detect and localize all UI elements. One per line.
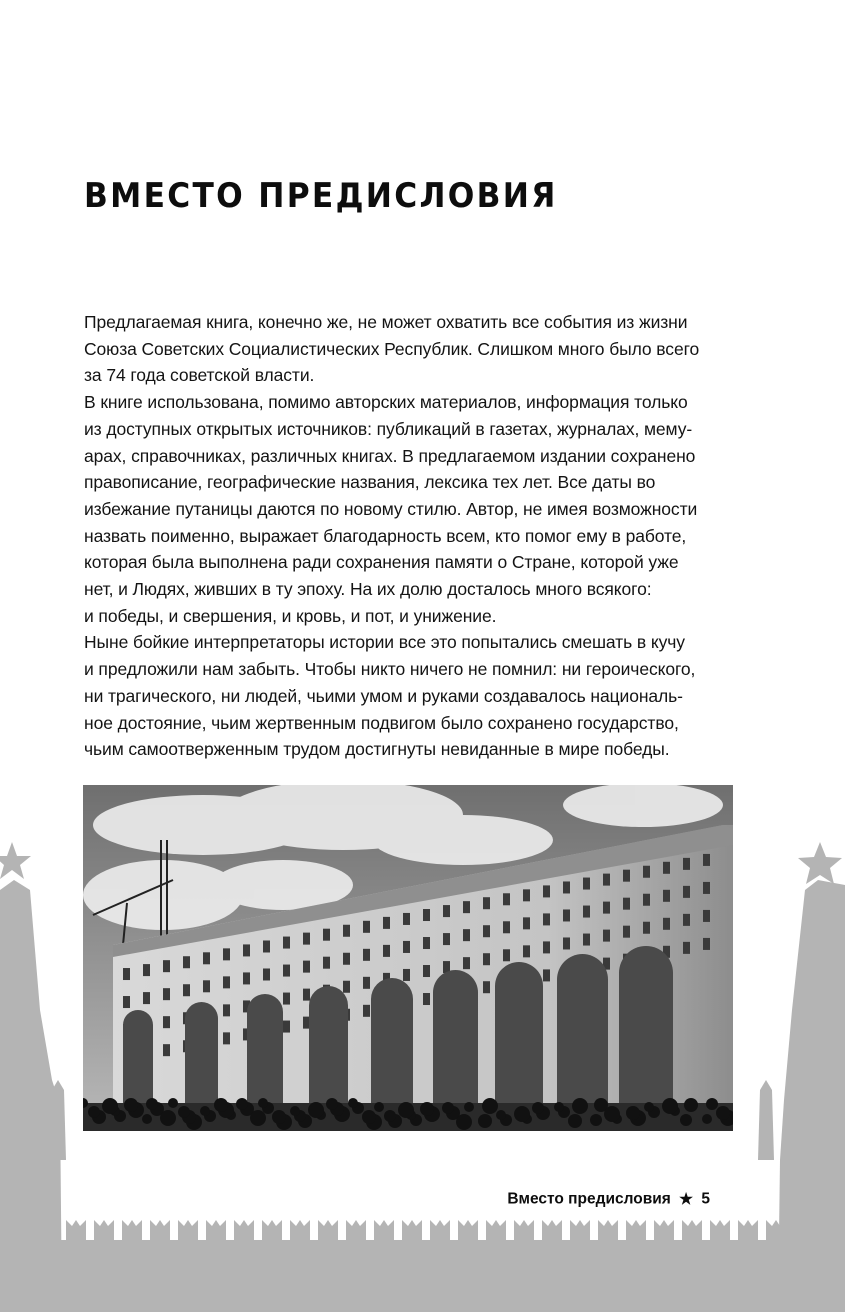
footer-section-title: Вместо предисловия (507, 1190, 671, 1208)
left-tower-star-icon (0, 842, 31, 879)
text-line: Предлагаемая книга, конечно же, не может охватить все события из жизни (84, 312, 688, 332)
page-title: ВМЕСТО ПРЕДИСЛОВИЯ (84, 176, 558, 216)
text-line: ни трагического, ни людей, чьими умом и руками создавалось националь- (84, 685, 683, 706)
text-line: и предложили нам забыть. Чтобы никто ничего не помнил: ни героического, (84, 659, 696, 680)
text-line: из доступных открытых источников: публикаций в газетах, журналах, мему- (84, 418, 693, 439)
text-line: и победы, и свершения, и кровь, и пот, и унижение. (84, 605, 497, 626)
text-line: нет, и Людях, живших в ту эпоху. На их долю досталось много всякого: (84, 579, 652, 600)
page-number: 5 (701, 1190, 710, 1208)
text-line: которая была выполнена ради сохранения памяти о Стране, которой уже (84, 552, 679, 573)
text-line: В книге использована, помимо авторских материалов, информация только (84, 392, 688, 413)
text-line: Союза Советских Социалистических Республик. Слишком много было всего (84, 338, 700, 359)
preface-text (84, 309, 724, 763)
star-icon: ★ (679, 1191, 694, 1208)
text-line: Ныне бойкие интерпретаторы истории все это попытались смешать в кучу (84, 632, 685, 653)
text-line: ное достояние, чьим жертвенным подвигом было сохранено государство, (84, 712, 679, 733)
building-photo (83, 785, 733, 1131)
text-line: правописание, географические названия, лексика тех лет. Все даты во (84, 472, 656, 493)
text-line: назвать поименно, выражает благодарность всем, кто помог ему в работе, (84, 525, 687, 546)
text-line: чьим самоотверженным трудом достигнуты невиданные в мире победы. (84, 739, 670, 760)
text-line: за 74 года советской власти. (84, 365, 315, 386)
right-tower-star-icon (798, 842, 842, 884)
running-footer (500, 1190, 710, 1209)
text-line: избежание путаницы даются по новому стилю. Автор, не имея возможности (84, 498, 698, 519)
text-line: арах, справочниках, различных книгах. В предлагаемом издании сохранено (84, 445, 696, 466)
